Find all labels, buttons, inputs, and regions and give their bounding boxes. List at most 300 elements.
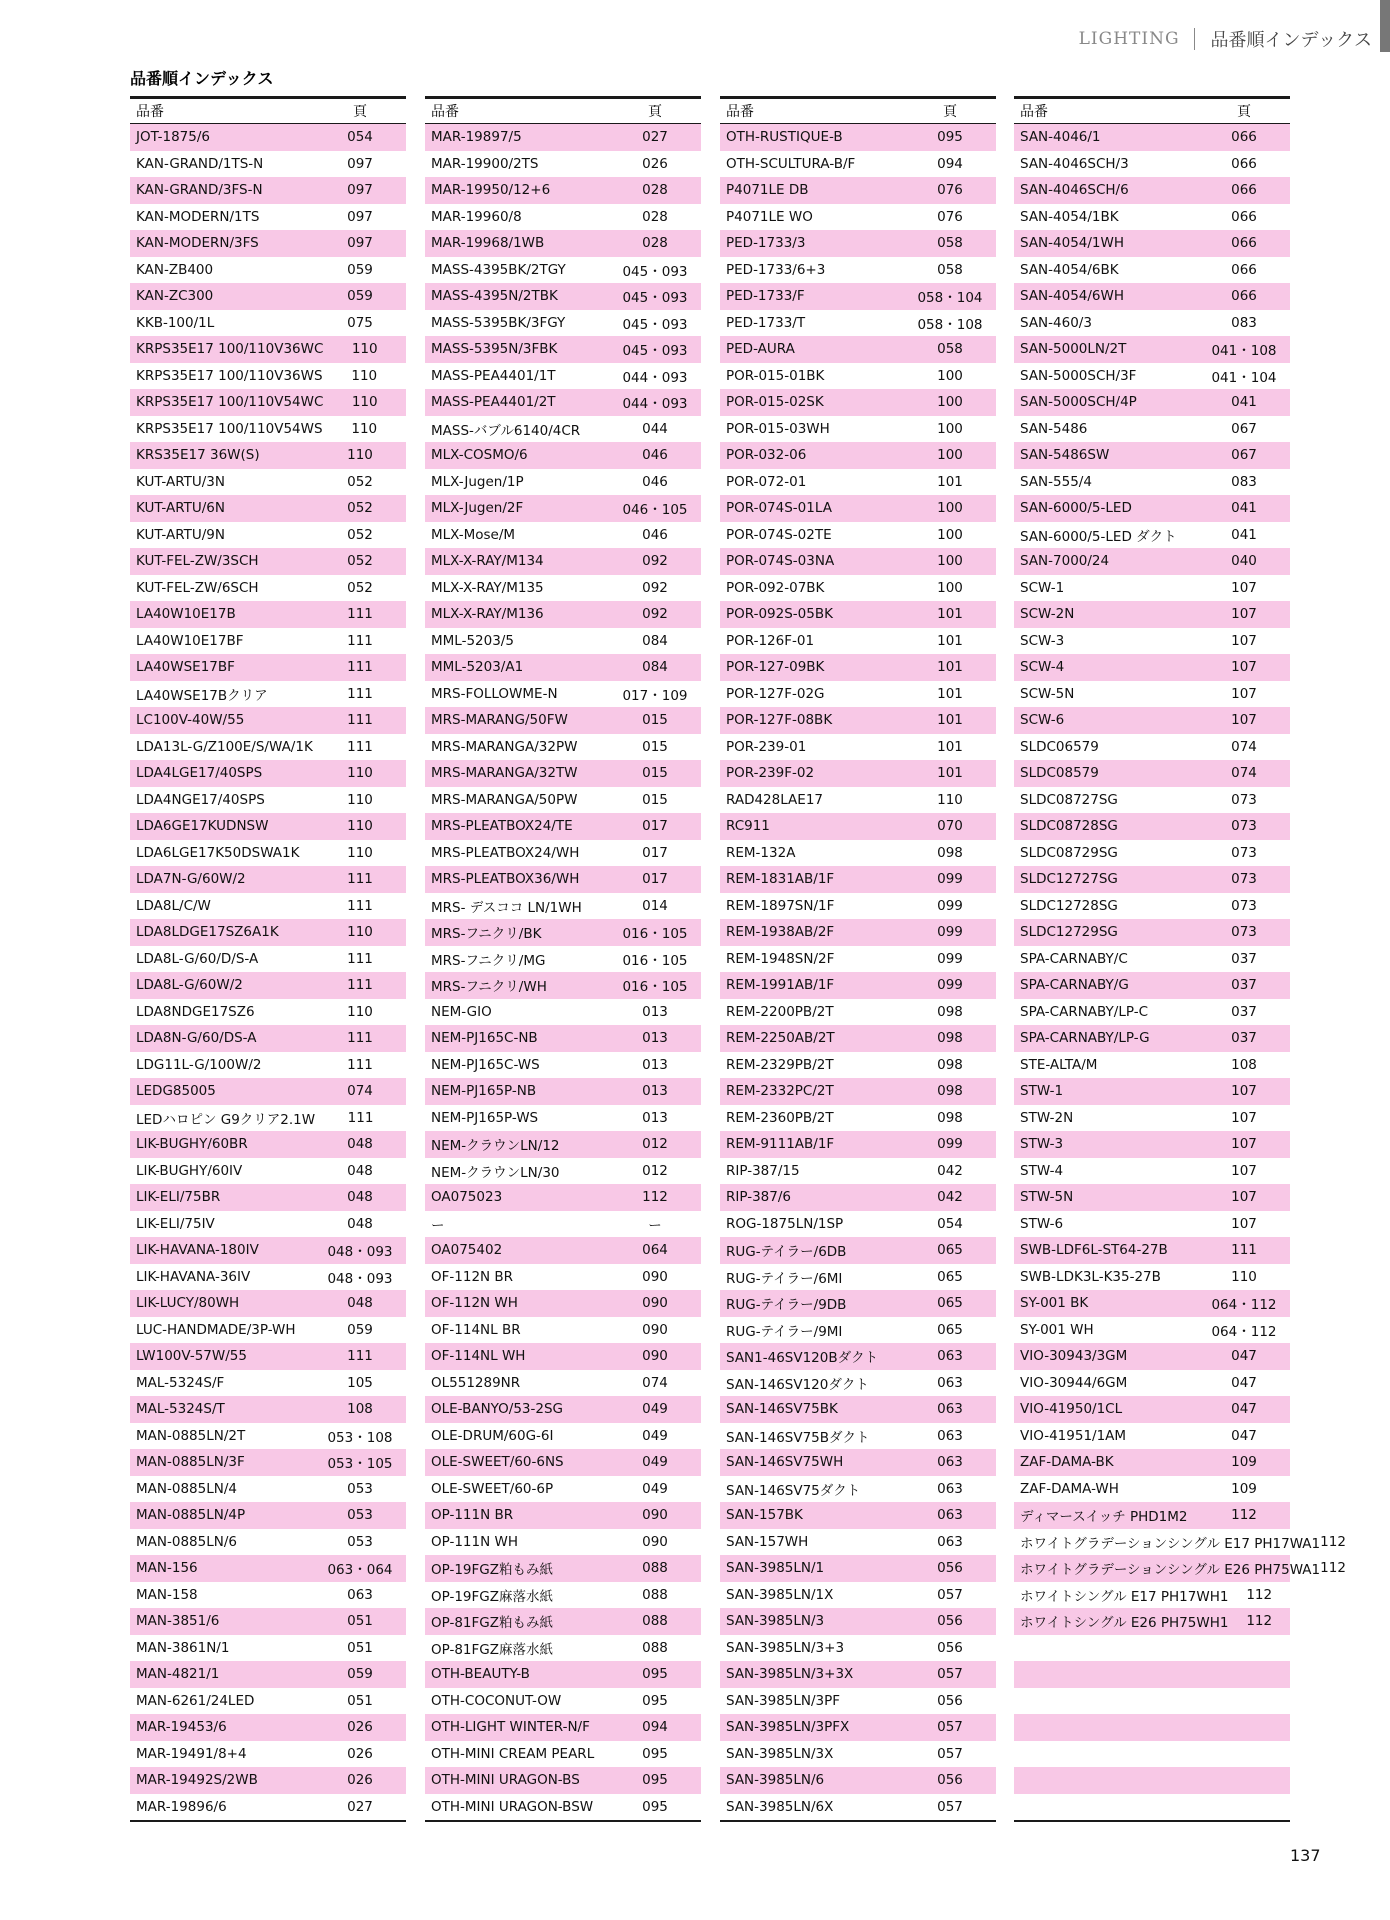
product-code: MAN-6261/24LED — [136, 1692, 255, 1709]
product-code: MAN-0885LN/2T — [136, 1427, 246, 1444]
table-row — [720, 1741, 996, 1768]
product-code: MLX-Jugen/2F — [431, 500, 524, 517]
page-ref: 047 — [1231, 1401, 1257, 1418]
table-row — [720, 495, 996, 522]
table-row — [130, 283, 406, 310]
table-row — [130, 416, 406, 443]
page-ref: 059 — [347, 1321, 373, 1338]
page-ref: 015 — [642, 791, 668, 808]
product-code: REM-2250AB/2T — [726, 1030, 835, 1047]
table-row — [720, 972, 996, 999]
table-row — [1014, 1608, 1290, 1635]
table-row — [720, 124, 996, 151]
table-row — [720, 522, 996, 549]
page-ref: 105 — [347, 1374, 373, 1391]
table-row — [1014, 1794, 1290, 1821]
product-code: MML-5203/A1 — [431, 659, 524, 676]
table-row — [720, 442, 996, 469]
table-row — [130, 575, 406, 602]
page-ref: 057 — [937, 1666, 963, 1683]
product-code: OLE-DRUM/60G-6I — [431, 1427, 554, 1444]
page-ref: 058・108 — [917, 316, 983, 333]
product-code: LDA8NDGE17SZ6 — [136, 1003, 255, 1020]
table-row — [1014, 442, 1290, 469]
product-code: SY-001 BK — [1020, 1295, 1089, 1312]
table-row — [425, 1131, 701, 1158]
product-code: OTH-COCONUT-OW — [431, 1692, 562, 1709]
product-code: MLX-X-RAY/M135 — [431, 579, 544, 596]
product-code: MAR-19960/8 — [431, 208, 522, 225]
table-row — [1014, 257, 1290, 284]
table-row — [1014, 972, 1290, 999]
page-ref: 053 — [347, 1480, 373, 1497]
table-row — [1014, 601, 1290, 628]
product-code: OA075402 — [431, 1242, 503, 1259]
table-row — [130, 1767, 406, 1794]
page-title: 品番順インデックス — [130, 69, 274, 88]
product-code: STW-5N — [1020, 1189, 1074, 1206]
product-code: SAN-3985LN/6 — [726, 1772, 825, 1789]
product-code: SAN-3985LN/3PF — [726, 1692, 841, 1709]
product-code: MRS-FOLLOWME-N — [431, 685, 558, 702]
page-ref: 100 — [937, 394, 963, 411]
table-row — [425, 575, 701, 602]
page-ref: 045・093 — [622, 343, 688, 360]
table-row — [130, 787, 406, 814]
product-code: REM-2200PB/2T — [726, 1003, 834, 1020]
product-code: LDA4NGE17/40SPS — [136, 791, 265, 808]
page-ref: 098 — [937, 1083, 963, 1100]
table-row — [425, 1502, 701, 1529]
product-code: LW100V-57W/55 — [136, 1348, 247, 1365]
page-ref: 052 — [347, 553, 373, 570]
product-code: POR-239F-02 — [726, 765, 815, 782]
page-ref: 054 — [347, 129, 373, 146]
table-row — [130, 893, 406, 920]
product-code: MAR-19897/5 — [431, 129, 522, 146]
product-code: OTH-MINI URAGON-BS — [431, 1772, 580, 1789]
product-code: SLDC12727SG — [1020, 871, 1118, 888]
table-row — [425, 1741, 701, 1768]
product-code: SLDC08727SG — [1020, 791, 1118, 808]
page-ref: 107 — [1231, 685, 1257, 702]
page-ref: 063 — [937, 1480, 963, 1497]
product-code: POR-092S-05BK — [726, 606, 833, 623]
page-ref: 065 — [937, 1242, 963, 1259]
page-ref: 041 — [1231, 394, 1257, 411]
table-row — [1014, 1502, 1290, 1529]
product-code: SCW-4 — [1020, 659, 1065, 676]
table-row — [1014, 1555, 1346, 1582]
table-row — [425, 893, 701, 920]
product-code: POR-072-01 — [726, 473, 807, 490]
page-ref: 040 — [1231, 553, 1257, 570]
product-code: ROG-1875LN/1SP — [726, 1215, 844, 1232]
page-ref: 066 — [1231, 208, 1257, 225]
table-row — [425, 230, 701, 257]
page-ref: 100 — [937, 420, 963, 437]
page-ref: 100 — [937, 447, 963, 464]
page-ref: 101 — [937, 659, 963, 676]
product-code: ホワイトグラデーションシングル E26 PH75WA1 — [1020, 1562, 1321, 1579]
table-row — [1014, 946, 1290, 973]
page-ref: 107 — [1231, 579, 1257, 596]
product-code: PED-1733/T — [726, 314, 806, 331]
page-ref: 017・109 — [622, 687, 688, 704]
table-row — [720, 1078, 996, 1105]
table-row — [1014, 1714, 1290, 1741]
header-code-label: 品番 — [726, 104, 754, 120]
product-code: LDA13L-G/Z100E/S/WA/1K — [136, 738, 313, 755]
product-code: KAN-MODERN/1TS — [136, 208, 260, 225]
table-row — [720, 151, 996, 178]
product-code: POR-074S-03NA — [726, 553, 835, 570]
table-row — [425, 1794, 701, 1821]
table-row — [425, 1529, 701, 1556]
product-code: MAR-19492S/2WB — [136, 1772, 258, 1789]
table-row — [1014, 1449, 1290, 1476]
table-row — [1014, 1078, 1290, 1105]
page-ref: 013 — [642, 1030, 668, 1047]
table-row — [130, 1661, 406, 1688]
table-row — [1014, 1688, 1290, 1715]
table-row — [1014, 548, 1290, 575]
table-row — [720, 999, 996, 1026]
table-row — [720, 1794, 996, 1821]
product-code: SPA-CARNABY/LP-C — [1020, 1003, 1149, 1020]
product-code: LIK-BUGHY/60BR — [136, 1136, 248, 1153]
table-row — [425, 1449, 701, 1476]
page-ref: 046 — [642, 526, 668, 543]
table-row — [1014, 1211, 1290, 1238]
page-ref: 111 — [347, 659, 373, 676]
page-ref: 101 — [937, 765, 963, 782]
product-code: JOT-1875/6 — [136, 129, 210, 146]
table-row — [720, 204, 996, 231]
table-row — [720, 707, 996, 734]
table-row — [720, 734, 996, 761]
page-ref: 088 — [642, 1613, 668, 1630]
page-ref: 012 — [642, 1136, 668, 1153]
table-row — [425, 124, 701, 151]
table-row — [130, 1158, 406, 1185]
product-code: KAN-ZC300 — [136, 288, 214, 305]
page-ref: 112 — [1246, 1613, 1273, 1630]
table-row — [425, 1317, 701, 1344]
page-ref: 059 — [347, 261, 373, 278]
page-ref: 056 — [937, 1613, 963, 1630]
product-code: NEM-PJ165P-WS — [431, 1109, 539, 1126]
product-code: SCW-2N — [1020, 606, 1075, 623]
table-row — [1014, 522, 1290, 549]
table-row — [425, 1052, 701, 1079]
page-ref: 108 — [347, 1401, 373, 1418]
page-ref: 111 — [347, 871, 373, 888]
page-ref: 107 — [1231, 606, 1257, 623]
table-row — [130, 1449, 406, 1476]
product-code: MASS-PEA4401/2T — [431, 394, 556, 411]
product-code: ZAF-DAMA-WH — [1020, 1480, 1119, 1497]
product-code: SAN-4054/1WH — [1020, 235, 1125, 252]
page-ref: 088 — [642, 1586, 668, 1603]
table-row — [1014, 1529, 1346, 1556]
table-row — [1014, 204, 1290, 231]
product-code: POR-015-03WH — [726, 420, 830, 437]
table-row — [130, 734, 406, 761]
table-row — [720, 283, 996, 310]
page-ref: 066 — [1231, 129, 1257, 146]
page-ref: 048 — [347, 1162, 373, 1179]
page-ref: 051 — [347, 1613, 373, 1630]
table-row — [1014, 1661, 1290, 1688]
product-code: NEM-GIO — [431, 1003, 492, 1020]
page-ref: 111 — [347, 897, 373, 914]
table-row — [425, 177, 701, 204]
page-ref: 063 — [937, 1454, 963, 1471]
product-code: SAN-146SV120ダクト — [726, 1376, 869, 1393]
table-row — [720, 1714, 996, 1741]
table-row — [130, 257, 406, 284]
table-row — [425, 760, 701, 787]
product-code: SAN-5486 — [1020, 420, 1088, 437]
product-code: OTH-MINI CREAM PEARL — [431, 1745, 595, 1762]
product-code: MASS-5395BK/3FGY — [431, 314, 566, 331]
page-ref: 101 — [937, 473, 963, 490]
table-row — [425, 1211, 701, 1238]
page-ref: 059 — [347, 1666, 373, 1683]
page-ref: 111 — [347, 685, 373, 702]
product-code: MAR-19491/8+4 — [136, 1745, 247, 1762]
product-code: OTH-SCULTURA-B/F — [726, 155, 856, 172]
product-code: RAD428LAE17 — [726, 791, 824, 808]
page-ref: 074 — [347, 1083, 373, 1100]
table-row — [1014, 628, 1290, 655]
table-row — [130, 1502, 406, 1529]
product-code: ホワイトシングル E26 PH75WH1 — [1020, 1615, 1229, 1632]
page-ref: 057 — [937, 1586, 963, 1603]
product-code: MAN-158 — [136, 1586, 198, 1603]
product-code: MRS-MARANGA/50PW — [431, 791, 578, 808]
product-code: LDA4LGE17/40SPS — [136, 765, 263, 782]
table-row — [1014, 1105, 1290, 1132]
product-code: OLE-SWEET/60-6NS — [431, 1454, 564, 1471]
index-column-4 — [1014, 96, 1346, 1822]
product-code: LDA7N-G/60W/2 — [136, 871, 246, 888]
page-ref: 100 — [937, 367, 963, 384]
corner-tab — [1380, 0, 1390, 52]
product-code: KUT-FEL-ZW/6SCH — [136, 579, 259, 596]
product-code: MRS-フニクリ/WH — [431, 979, 547, 996]
product-code: POR-127-09BK — [726, 659, 825, 676]
product-code: OF-114NL WH — [431, 1348, 526, 1365]
page-ref: 044 — [642, 420, 668, 437]
product-code: MASS-5395N/3FBK — [431, 341, 558, 358]
page-ref: 110 — [351, 394, 378, 411]
product-code: LUC-HANDMADE/3P-WH — [136, 1321, 296, 1338]
product-code: REM-2332PC/2T — [726, 1083, 834, 1100]
table-row — [130, 1025, 406, 1052]
table-row — [720, 1317, 996, 1344]
page-ref: 057 — [937, 1745, 963, 1762]
product-code: LA40WSE17BF — [136, 659, 235, 676]
table-row — [425, 1158, 701, 1185]
table-row — [720, 1105, 996, 1132]
table-row — [1014, 1052, 1290, 1079]
product-code: OTH-LIGHT WINTER-N/F — [431, 1719, 590, 1736]
product-code: PED-AURA — [726, 341, 795, 358]
product-code: ディマースイッチ PHD1M2 — [1020, 1509, 1188, 1526]
product-code: SY-001 WH — [1020, 1321, 1094, 1338]
product-code: MRS-PLEATBOX24/WH — [431, 844, 580, 861]
page-ref: 099 — [937, 871, 963, 888]
product-code: SAN-3985LN/1 — [726, 1560, 825, 1577]
table-row — [1014, 177, 1290, 204]
index-column-2 — [425, 96, 701, 1822]
table-row — [720, 840, 996, 867]
table-row — [425, 999, 701, 1026]
column-body — [1014, 124, 1346, 1820]
table-row — [1014, 1396, 1290, 1423]
product-code: LEDG85005 — [136, 1083, 216, 1100]
table-row — [425, 1608, 701, 1635]
table-row — [425, 681, 701, 708]
page-ref: 063 — [937, 1401, 963, 1418]
product-code: OF-112N BR — [431, 1268, 514, 1285]
product-code: MAL-5324S/F — [136, 1374, 225, 1391]
page-ref: 063 — [937, 1348, 963, 1365]
product-code: OA075023 — [431, 1189, 503, 1206]
product-code: LDA8LDGE17SZ6A1K — [136, 924, 279, 941]
table-row — [425, 946, 701, 973]
table-row — [425, 654, 701, 681]
table-row — [425, 548, 701, 575]
page-ref: 111 — [347, 1348, 373, 1365]
product-code: SLDC08728SG — [1020, 818, 1118, 835]
product-code: MAN-4821/1 — [136, 1666, 220, 1683]
column-header — [425, 99, 701, 124]
product-code: MASS-4395N/2TBK — [431, 288, 558, 305]
page-ref: 095 — [642, 1666, 668, 1683]
page-ref: 090 — [642, 1507, 668, 1524]
page-ref: 097 — [347, 208, 373, 225]
product-code: LC100V-40W/55 — [136, 712, 245, 729]
table-row — [1014, 469, 1290, 496]
product-code: RIP-387/15 — [726, 1162, 800, 1179]
product-code: MAN-0885LN/3F — [136, 1454, 245, 1471]
table-row — [1014, 336, 1290, 363]
product-code: RUG-テイラー/6DB — [726, 1244, 847, 1261]
page-ref: 063 — [347, 1586, 373, 1603]
product-code: SAN-146SV75WH — [726, 1454, 844, 1471]
page-ref: 111 — [347, 712, 373, 729]
page-ref: 028 — [642, 208, 668, 225]
product-code: SAN-3985LN/1X — [726, 1586, 834, 1603]
table-row — [720, 1449, 996, 1476]
table-row — [130, 681, 406, 708]
table-row — [1014, 1131, 1290, 1158]
product-code: REM-1831AB/1F — [726, 871, 835, 888]
page-ref: 108 — [1231, 1056, 1257, 1073]
page-ref: 049 — [642, 1454, 668, 1471]
product-code: MRS-PLEATBOX36/WH — [431, 871, 580, 888]
table-row — [130, 654, 406, 681]
product-code: MASS-PEA4401/1T — [431, 367, 556, 384]
product-code: SLDC08729SG — [1020, 844, 1118, 861]
product-code: STW-3 — [1020, 1136, 1064, 1153]
page-ref: 107 — [1231, 1162, 1257, 1179]
table-row — [425, 866, 701, 893]
product-code: SLDC12729SG — [1020, 924, 1118, 941]
product-code: LA40W10E17B — [136, 606, 236, 623]
product-code: KUT-FEL-ZW/3SCH — [136, 553, 259, 570]
table-row — [130, 1370, 406, 1397]
page-ref: 098 — [937, 1030, 963, 1047]
page-ref: 095 — [642, 1772, 668, 1789]
product-code: KAN-GRAND/1TS-N — [136, 155, 264, 172]
table-row — [425, 1582, 701, 1609]
table-row — [720, 813, 996, 840]
table-row — [130, 1714, 406, 1741]
product-code: REM-2360PB/2T — [726, 1109, 834, 1126]
product-code: RUG-テイラー/9DB — [726, 1297, 847, 1314]
product-code: VIO-41951/1AM — [1020, 1427, 1127, 1444]
product-code: SCW-6 — [1020, 712, 1065, 729]
product-code: SAN-5000SCH/4P — [1020, 394, 1137, 411]
table-row — [1014, 389, 1290, 416]
product-code: LEDハロピン G9クリア2.1W — [136, 1111, 316, 1128]
table-row — [1014, 893, 1290, 920]
index-column-3 — [720, 96, 996, 1822]
table-row — [1014, 1343, 1290, 1370]
product-code: SAN-157WH — [726, 1533, 809, 1550]
page-ref: 013 — [642, 1109, 668, 1126]
table-row — [1014, 151, 1290, 178]
product-code: POR-032-06 — [726, 447, 807, 464]
product-code: SAN-3985LN/3PFX — [726, 1719, 850, 1736]
table-row — [720, 628, 996, 655]
page-ref: 053 — [347, 1533, 373, 1550]
product-code: LIK-BUGHY/60IV — [136, 1162, 243, 1179]
page-ref: 088 — [642, 1560, 668, 1577]
table-row — [720, 1211, 996, 1238]
column-body — [720, 124, 996, 1820]
table-row — [720, 1635, 996, 1662]
product-code: LDA8L-G/60/D/S-A — [136, 950, 259, 967]
page-ref: 090 — [642, 1295, 668, 1312]
page-ref: 047 — [1231, 1348, 1257, 1365]
table-row — [1014, 124, 1290, 151]
table-row — [130, 1582, 406, 1609]
page-ref: 110 — [347, 818, 373, 835]
product-code: PED-1733/F — [726, 288, 805, 305]
table-row — [1014, 681, 1290, 708]
table-row — [130, 1184, 406, 1211]
page-ref: 112 — [1320, 1533, 1346, 1550]
table-row — [1014, 1290, 1290, 1317]
table-row — [720, 1158, 996, 1185]
page-ref: 056 — [937, 1639, 963, 1656]
page-ref: 041 — [1231, 526, 1257, 543]
table-row — [130, 972, 406, 999]
page-ref: 026 — [347, 1745, 373, 1762]
page-ref: 107 — [1231, 1136, 1257, 1153]
page-ref: 100 — [937, 500, 963, 517]
page-ref: 064・112 — [1211, 1323, 1277, 1340]
table-row — [1014, 1025, 1290, 1052]
table-row — [130, 1211, 406, 1238]
page-ref: 100 — [937, 526, 963, 543]
page-ref: 054 — [937, 1215, 963, 1232]
